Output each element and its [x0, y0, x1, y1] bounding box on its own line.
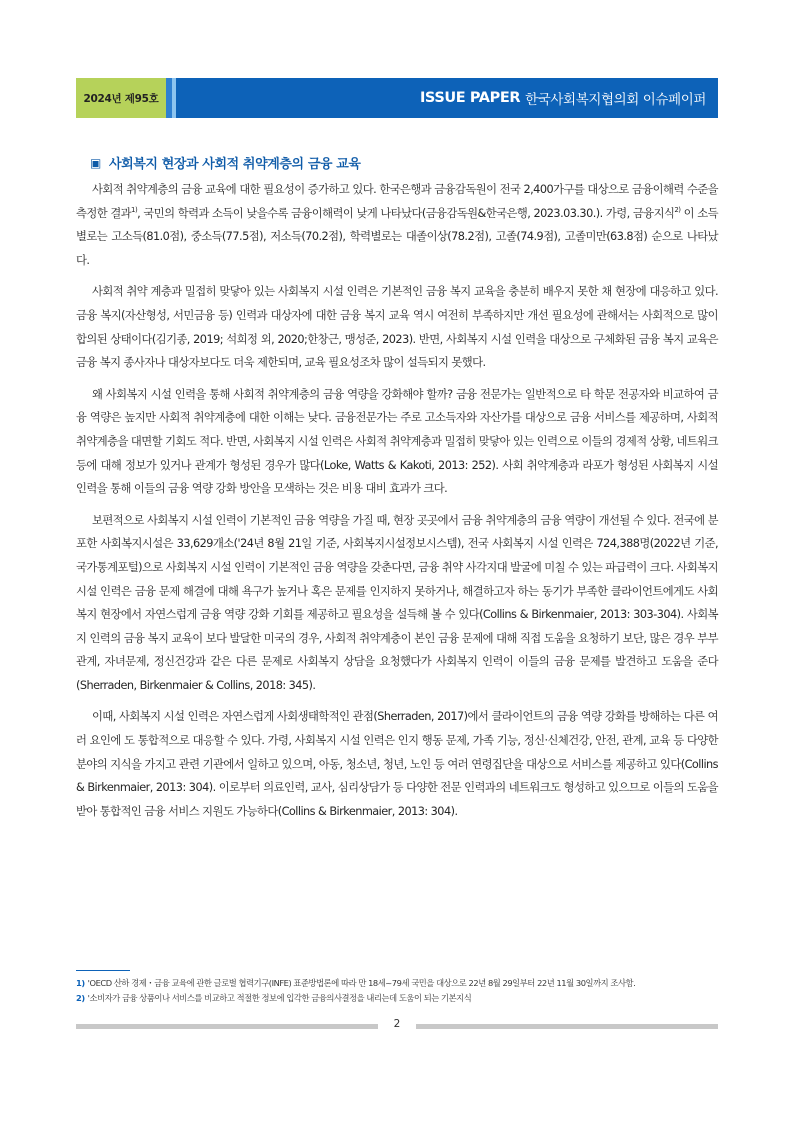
header-subtitle: 한국사회복지협의회 이슈페이퍼 — [525, 92, 706, 108]
footnote-divider — [76, 970, 130, 971]
paragraph-3: 왜 사회복지 시설 인력을 통해 사회적 취약계층의 금융 역량을 강화해야 할까? 금융 전문가는 일반적으로 타 학문 전공자와 비교하여 금융 역량은 높지만 사회적 취약계층에 대한 이해는 낮다. 금융전문가는 주로 고소득자와 자산가를 대상으로 금융 서비스를 제공하며, 사회적 취약계층을 대면할 기회도 적다. 반면, 사회복지 시설 인력은 사회적 취약계층과 밀접히 맞닿아 있는 인력으로 이들의 경제적 상황, 네트워크 등에 대해 정보가 있거나 관계가 형성된 경우가 많다(Loke, Watts & Kakoti, 2013: 252). 사회 취약계층과 라포가 형성된 사회복지 시설 인력을 통해 이들의 금융 역량 강화 방안을 모색하는 것은 비용 대비 효과가 크다. — [76, 387, 718, 496]
paragraph-1 — [76, 178, 718, 272]
paragraph-5: 이때, 사회복지 시설 인력은 자연스럽게 사회생태학적인 관점(Sherraden, 2017)에서 클라이언트의 금융 역량 강화를 방해하는 다른 여러 요인에 도 통합적으로 대응할 수 있다. 가령, 사회복지 시설 인력은 인지 행동 문제, 가족 기능, 정신·신체건강, 안전, 관계, 교육 등 다양한 분야의 지식을 가지고 관련 기관에서 일하고 있으며, 아동, 청소년, 청년, 노인 등 여러 연령집단을 대상으로 서비스를 제공하고 있다(Collins & Birkenmaier, 2013: 304). 이로부터 의료인력, 교사, 심리상담가 등 다양한 전문 인력과의 네트워크도 형성하고 있으므로 이들의 도움을 받아 통합적인 금융 서비스 지원도 가능하다(Collins & Birkenmaier, 2013: 304). — [76, 710, 718, 818]
footnote-2-text: '소비자가 금융 상품이나 서비스를 비교하고 적절한 정보에 입각한 금융의사결정을 내리는데 도움이 되는 기본지식 — [87, 993, 472, 1003]
footnote-2-number: 2) — [76, 993, 85, 1003]
footnote-1-number: 1) — [76, 978, 85, 988]
paragraph-1-text-b: , 국민의 학력과 소득이 낮을수록 금융이해력이 낮게 나타났다(금융감독원&한국은행, 2023.03.30.). 가령, 금융지식 — [137, 206, 675, 220]
page-header — [76, 78, 718, 118]
square-bullet-icon: ▣ — [90, 155, 101, 170]
footnote-1 — [76, 976, 736, 991]
paragraph-1-text-a: 사회적 취약계층의 금융 교육에 대한 필요성이 증가하고 있다. 한국은행과 금융감독원이 전국 2,400가구를 대상으로 금융이해력 수준을 측정한 결과 — [76, 183, 718, 220]
footnote-2 — [76, 991, 736, 1006]
footer-bar-left — [76, 1024, 378, 1029]
body-text — [76, 178, 718, 831]
paragraph-1-text-c: 이 소득별로는 고소득(81.0점), 중소득(77.5점), 저소득(70.2점), 학력별로는 대졸이상(78.2점), 고졸(74.9점), 고졸미만(63.8점) 순으로 나타났다. — [76, 206, 718, 267]
footnote-1-text: 'OECD 산하 경제・금융 교육에 관한 글로벌 협력기구(INFE) 표준방법론에 따라 만 18세~79세 국민을 대상으로 22년 8월 29일부터 22년 11월 30일까지 조사함. — [87, 978, 636, 988]
footnote-ref-1: 1) — [131, 205, 138, 214]
page-number: 2 — [393, 1018, 401, 1030]
header-title-bar — [176, 78, 718, 118]
paragraph-4: 보편적으로 사회복지 시설 인력이 기본적인 금융 역량을 가질 때, 현장 곳곳에서 금융 취약계층의 금융 역량이 개선될 수 있다. 전국에 분포한 사회복지시설은 33,629개소('24년 8월 21일 기준, 사회복지시설정보시스템), 전국 사회복지 시설 인력은 724,388명(2022년 기준, 국가통계포털)으로 사회복지 시설 인력이 기본적인 금융 역량을 갖춘다면, 금융 취약 사각지대 발굴에 미칠 수 있는 파급력이 크다. 사회복지 시설 인력은 금융 문제 해결에 대해 욕구가 높거나 혹은 문제를 인지하지 못하거나, 해결하고자 하는 동기가 부족한 클라이언트에게도 사회복지 현장에서 자연스럽게 금융 역량 강화 기회를 제공하고 필요성을 설득해 볼 수 있다(Collins & Birkenmaier, 2013: 303-304). 사회복지 인력의 금융 복지 교육이 보다 발달한 미국의 경우, 사회적 취약계층이 본인 금융 문제에 대해 직접 도움을 요청하기 보단, 많은 경우 부부관계, 자녀문제, 정신건강과 같은 다른 문제로 사회복지 상담을 요청했다가 사회복지 인력이 이들의 금융 문제를 발견하고 도움을 준다(Sherraden, Birkenmaier & Collins, 2018: 345). — [76, 513, 718, 692]
paragraph-2: 사회적 취약 계층과 밀접히 맞닿아 있는 사회복지 시설 인력은 기본적인 금융 복지 교육을 충분히 배우지 못한 채 현장에 대응하고 있다. 금융 복지(자산형성, 서민금융 등) 인력과 대상자에 대한 금융 복지 교육 역시 여전히 부족하지만 개선 필요성에 관해서는 사회적으로 많이 합의된 상태이다(김기종, 2019; 석희정 외, 2020;한창근, 맹성준, 2023). 반면, 사회복지 시설 인력을 대상으로 구체화된 금융 복지 교육은 금융 복지 종사자나 대상자보다도 더욱 제한되며, 교육 필요성조차 많이 설득되지 못했다. — [76, 285, 718, 370]
footnotes — [76, 976, 736, 1006]
header-brand: ISSUE PAPER — [419, 90, 521, 106]
section-title-text: 사회복지 현장과 사회적 취약계층의 금융 교육 — [108, 157, 361, 172]
footer-bar-right — [416, 1024, 718, 1029]
issue-number: 2024년 제95호 — [76, 78, 166, 118]
section-title — [90, 153, 361, 172]
footnote-ref-2: 2) — [674, 205, 681, 214]
